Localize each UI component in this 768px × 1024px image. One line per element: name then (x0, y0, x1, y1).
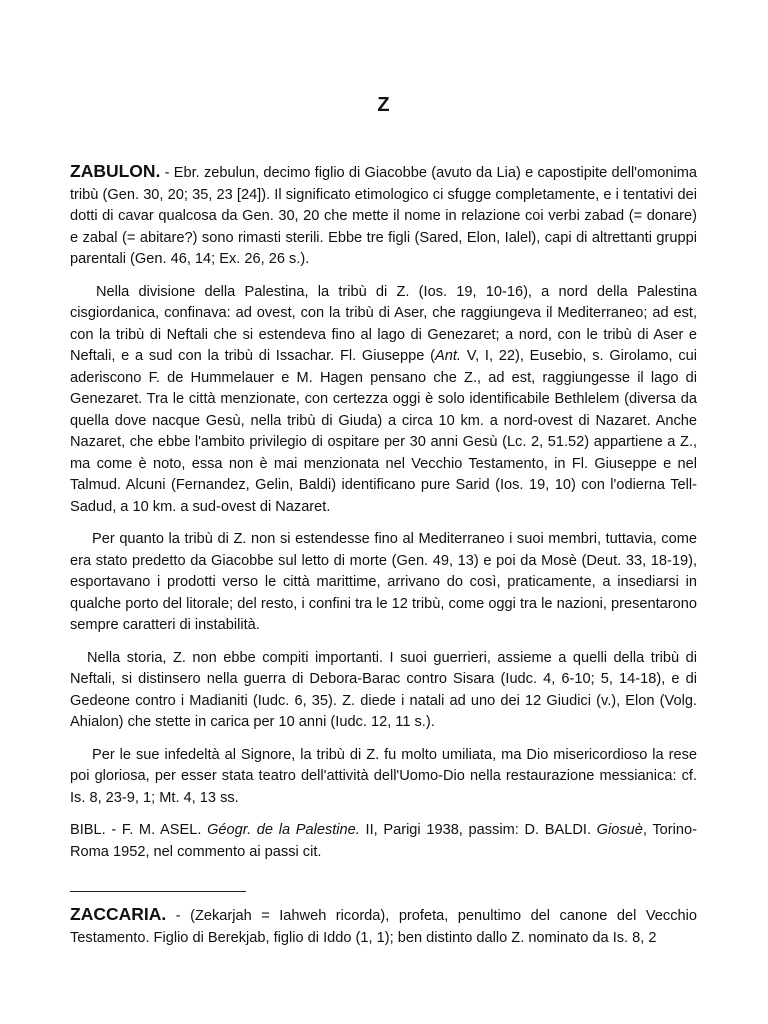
bibliography-title: Giosuè (596, 822, 643, 838)
entry-title-zaccaria: ZACCARIA. (70, 904, 167, 924)
paragraph-text: Nella divisione della Palestina, la tribù di Z. (Ios. 19, 10-16), a nord della Palestina cisgiordanica, confinava: ad ovest, con la tribù di Aser, che raggiungeva il Mediterraneo; ad est, con la tribù di Neftali che si estendeva fino al lago di Genezaret; a nord, con le tribù di Aser e Neftali, e a sud con la tribù di Issachar. Fl. Giuseppe ( (70, 283, 697, 364)
bibliography-text: BIBL. - F. M. ASEL. (70, 822, 208, 838)
italic-citation: Ant. (435, 348, 461, 364)
entry-zaccaria-intro (70, 904, 697, 949)
bibliography-title: Géogr. de la Palestine. (207, 822, 360, 838)
entry-zaccaria-intro-text: - (Zekarjah = Iahweh ricorda), profeta, penultimo del canone del Vecchio Testamento. Figlio di Berekjab, figlio di Iddo (1, 1); ben distinto dallo Z. nominato da Is. 8, 2 (70, 908, 697, 946)
paragraph-text: V, I, 22), Eusebio, s. Girolamo, cui aderiscono F. de Hummelauer e M. Hagen pensano che Z., ad est, raggiungesse il lago di Genezaret. Tra le città menzionate, con certezza oggi è solo identificabile Bethlelem (diversa da quella dove nacque Gesù, nella tribù di Giuda) a circa 10 km. a nord-ovest di Nazaret. Anche Nazaret, che ebbe l'ambito privilegio di ospitare per 30 anni Gesù (Lc. 2, 51.52) appartiene a Z., ma come è noto, essa non è mai menzionata nel Vecchio Testamento, in Fl. Giuseppe e nel Talmud. Alcuni (Fernandez, Gelin, Baldi) identificano pure Sarid (Ios. 19, 10) con l'odierna Tell-Sadud, a 10 km. a sud-ovest di Nazaret. (70, 348, 697, 515)
entry-zabulon-paragraph-history: Nella storia, Z. non ebbe compiti importanti. I suoi guerrieri, assieme a quelli della tribù di Neftali, si distinsero nella guerra di Debora-Barac contro Sisara (Iudc. 4, 6-10; 5, 14-18), e di Gedeone contro i Madianiti (Iudc. 6, 35). Z. diede i natali ad uno dei 12 Giudici (v.), Elon (Volg. Ahialon) che stette in carica per 10 anni (Iudc. 12, 11 s.). (70, 649, 697, 730)
entry-zabulon-bibliography (70, 820, 697, 863)
entry-title-zabulon: ZABULON. (70, 161, 161, 181)
bibliography-text: , Torino-Roma 1952, nel commento ai passi cit. (70, 822, 697, 860)
document-page (70, 0, 697, 949)
entry-zabulon-intro-text: - Ebr. zebulun, decimo figlio di Giacobbe (avuto da Lia) e capostipite dell'omonima tribù (Gen. 30, 20; 35, 23 [24]). Il significato etimologico ci sfugge completamente, e i tentativi dei dotti di cavar qualcosa da Gen. 30, 20 che mette il nome in relazione coi verbi zabad (= donare) e zabal (= abitare?) sono rimasti sterili. Ebbe tre figli (Sared, Elon, Ialel), capi di altrettanti gruppi parentali (Gen. 46, 14; Ex. 26, 26 s.). (70, 165, 697, 267)
entry-zabulon-paragraph-messianic: Per le sue infedeltà al Signore, la tribù di Z. fu molto umiliata, ma Dio misericordioso la rese poi gloriosa, per esser stata teatro dell'attività dell'Uomo-Dio nella restaurazione messianica: cf. Is. 8, 23-9, 1; Mt. 4, 13 ss. (70, 746, 697, 806)
entry-separator-rule (70, 891, 246, 892)
entry-zabulon-intro (70, 161, 697, 271)
entry-zabulon-paragraph-territory (70, 282, 697, 519)
section-letter-heading: Z (377, 94, 390, 116)
entry-zabulon-paragraph-trade: Per quanto la tribù di Z. non si estendesse fino al Mediterraneo i suoi membri, tuttavia, come era stato predetto da Giacobbe sul letto di morte (Gen. 49, 13) e poi da Mosè (Deut. 33, 18-19), esportavano i prodotti verso le città marittime, arrivano do così, praticamente, a insediarsi in qualche porto del litorale; del resto, i confini tra le 12 tribù, come oggi tra le nazioni, presentarono sempre caratteri di instabilità. (70, 531, 697, 633)
bibliography-text: II, Parigi 1938, passim: D. BALDI. (359, 822, 597, 838)
